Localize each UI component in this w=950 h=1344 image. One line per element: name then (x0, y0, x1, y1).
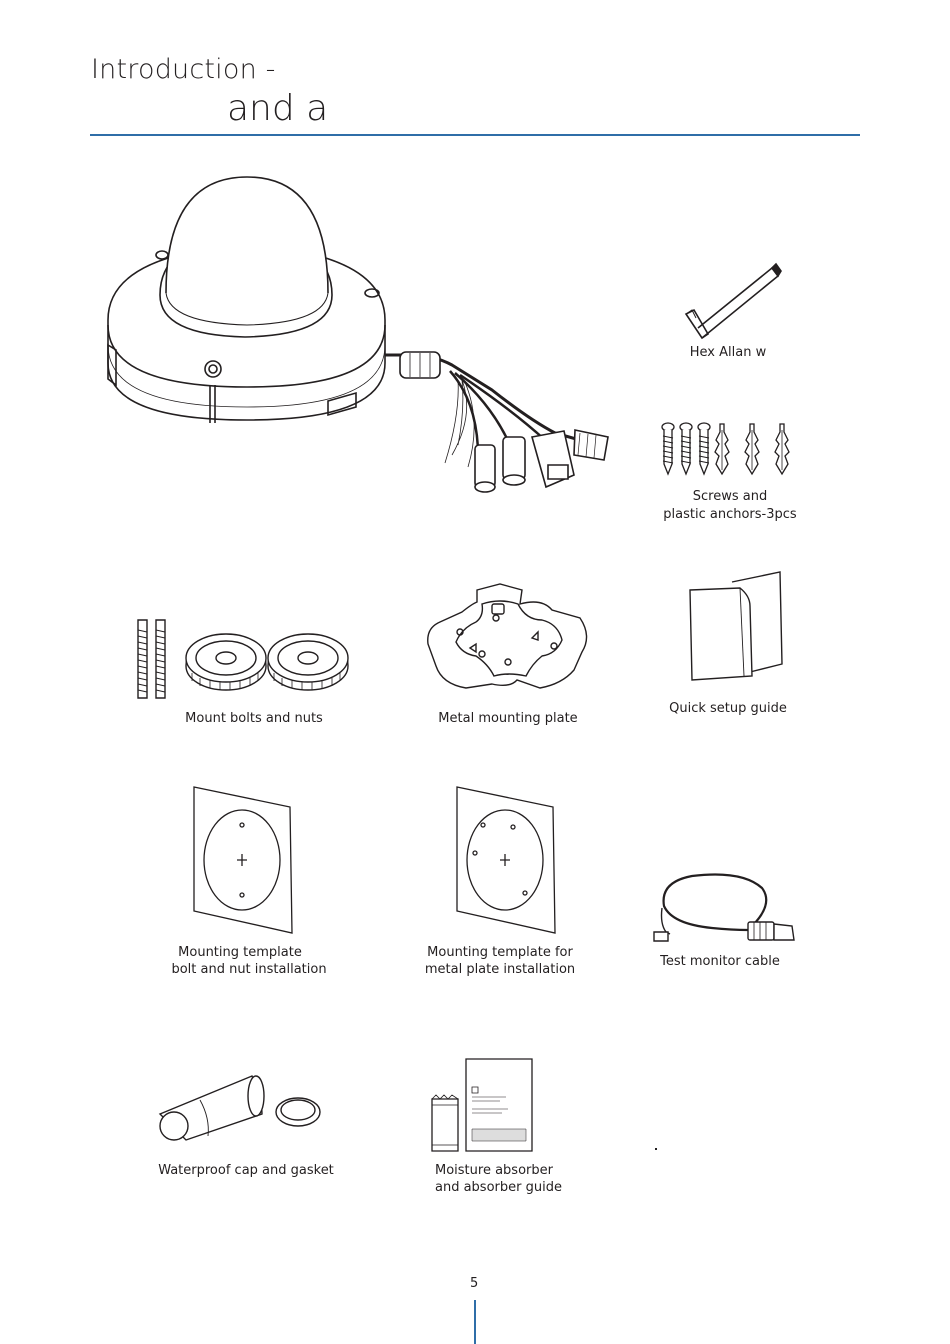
hex-wrench-illustration (678, 262, 783, 342)
moisture-label-line1: Moisture absorber (435, 1163, 553, 1178)
template-plate-line1: Mounting template for (427, 945, 573, 960)
page-title-line2: and a (227, 88, 329, 129)
page-number: 5 (470, 1276, 479, 1291)
template-plate-illustration (453, 785, 559, 935)
template-bolt-line2: bolt and nut installation (171, 962, 327, 977)
cap-label: Waterproof cap and gasket (158, 1163, 334, 1178)
mounting-plate-illustration (422, 584, 594, 692)
template-bolt-illustration (190, 785, 296, 935)
plate-label: Metal mounting plate (438, 711, 578, 726)
screws-anchors-illustration (658, 420, 803, 480)
screws-label-line2: plastic anchors-3pcs (663, 507, 797, 522)
moisture-absorber-illustration (428, 1057, 536, 1153)
quick-guide-illustration (684, 572, 784, 684)
stray-mark (655, 1148, 657, 1150)
guide-label: Quick setup guide (669, 701, 787, 716)
template-plate-line2: metal plate installation (424, 962, 576, 977)
footer-rule (474, 1300, 476, 1344)
dome-camera-illustration (100, 175, 620, 505)
hex-wrench-label: Hex Allan w (689, 345, 767, 360)
screws-label-line1: Screws and (692, 489, 768, 504)
page-title-line1: Introduction - (91, 54, 276, 85)
title-rule (90, 134, 860, 136)
bolts-nuts-illustration (134, 618, 354, 700)
moisture-label-line2: and absorber guide (435, 1180, 562, 1195)
monitor-cable-label: Test monitor cable (660, 954, 780, 969)
bolts-label: Mount bolts and nuts (185, 711, 323, 726)
cap-gasket-illustration (156, 1070, 326, 1144)
template-bolt-line1: Mounting template (178, 945, 302, 960)
monitor-cable-illustration (652, 868, 798, 948)
